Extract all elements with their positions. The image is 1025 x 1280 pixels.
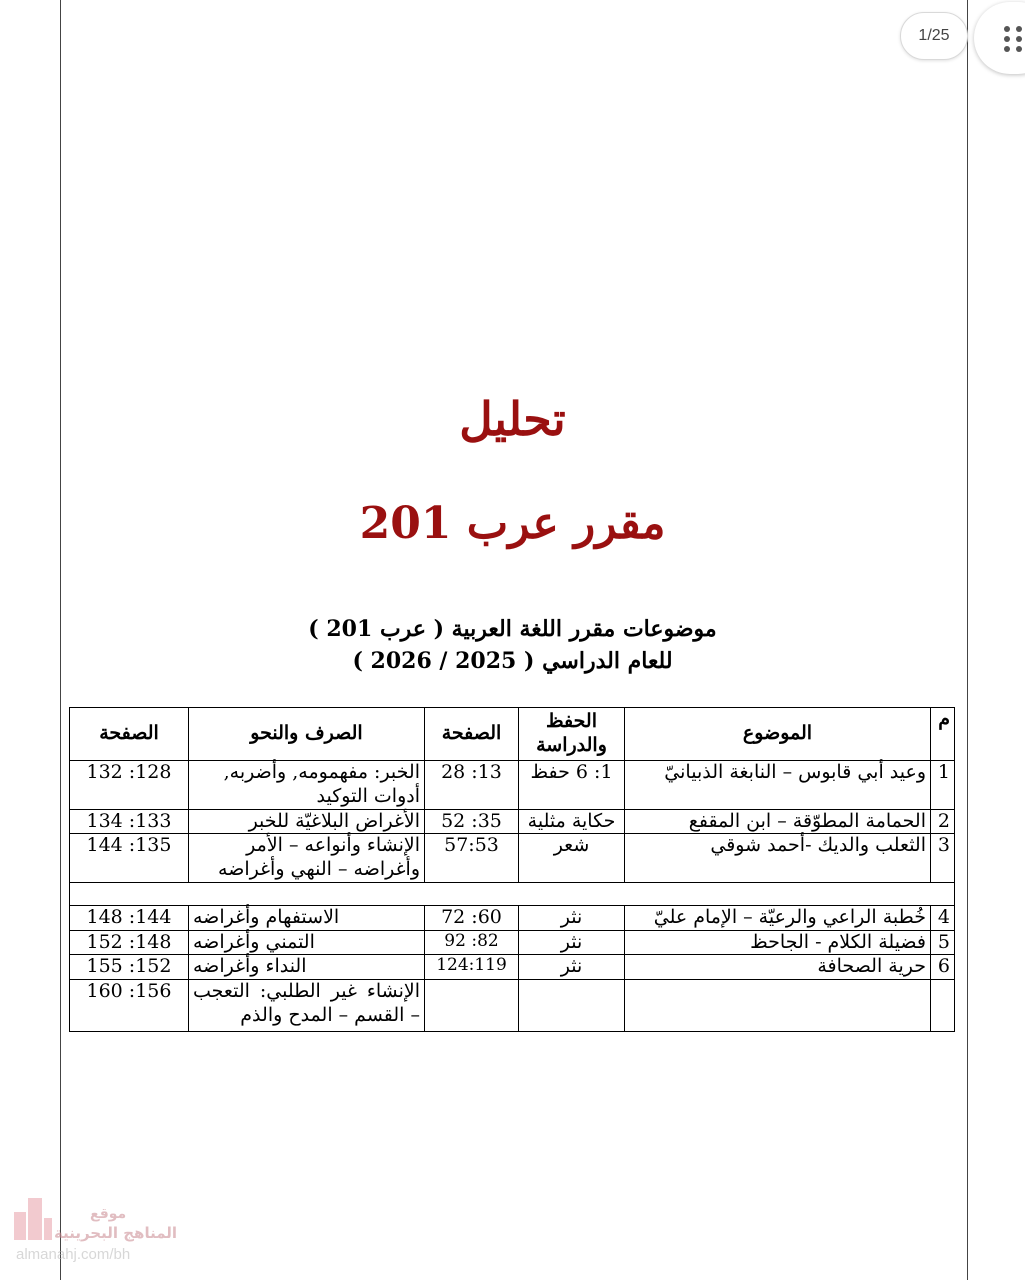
cell-grammar: التمني وأغراضه [189, 930, 425, 955]
table-row [70, 955, 955, 980]
subtitle-line1: موضوعات مقرر اللغة العربية ( عرب 201 ) [308, 616, 717, 642]
cell-topic: خُطبة الراعي والرعيّة – الإمام عليّ [625, 905, 931, 930]
topics-table [69, 707, 955, 1032]
cell-page2: 144: 148 [70, 905, 189, 930]
header-memorize: الحفظ والدراسة [519, 708, 625, 761]
cell-num: 4 [931, 905, 955, 930]
watermark-url: almanahj.com/bh [16, 1246, 131, 1263]
cell-grammar: الخبر: مفهمومه, وأضربه, أدوات التوكيد [189, 761, 425, 810]
cell-num: 1 [931, 761, 955, 810]
cell-topic [625, 980, 931, 1032]
grid-dots-icon [1004, 26, 1024, 52]
table-row [70, 980, 955, 1032]
course-title: مقرر عرب 201 [359, 498, 666, 549]
site-watermark [10, 1196, 210, 1276]
cell-page1: 82: 92 [425, 930, 519, 955]
cell-topic: الثعلب والديك -أحمد شوقي [625, 834, 931, 883]
cell-memorize: نثر [519, 905, 625, 930]
table-header-row [70, 708, 955, 761]
cell-memorize [519, 980, 625, 1032]
header-num: م [931, 708, 955, 761]
table-spacer-row [70, 882, 955, 905]
cell-num: 2 [931, 809, 955, 834]
header-page1: الصفحة [425, 708, 519, 761]
cell-page1: 124:119 [425, 955, 519, 980]
cell-memorize: نثر [519, 930, 625, 955]
table-row [70, 905, 955, 930]
cell-grammar: الأغراض البلاغيّة للخبر [189, 809, 425, 834]
cell-num: 5 [931, 930, 955, 955]
cell-page2: 133: 134 [70, 809, 189, 834]
cell-page2: 128: 132 [70, 761, 189, 810]
cell-page2: 135: 144 [70, 834, 189, 883]
cell-page1 [425, 980, 519, 1032]
cell-topic: حرية الصحافة [625, 955, 931, 980]
cell-grammar: الاستفهام وأغراضه [189, 905, 425, 930]
cell-page1: 35: 52 [425, 809, 519, 834]
cell-page2: 148: 152 [70, 930, 189, 955]
cell-num: 3 [931, 834, 955, 883]
cell-memorize: حكاية مثلية [519, 809, 625, 834]
page-indicator: 1/25 [900, 12, 968, 60]
cell-grammar: الإنشاء غير الطلبي: التعجب – القسم – المدح والذم [189, 980, 425, 1032]
document-title: تحليل [459, 392, 566, 446]
watermark-line1: موقع [90, 1206, 127, 1222]
menu-button[interactable] [974, 2, 1025, 74]
cell-num: 6 [931, 955, 955, 980]
cell-memorize: شعر [519, 834, 625, 883]
cell-page2: 152: 155 [70, 955, 189, 980]
header-grammar: الصرف والنحو [189, 708, 425, 761]
table-row [70, 834, 955, 883]
cell-page1: 57:53 [425, 834, 519, 883]
table-row [70, 761, 955, 810]
cell-page1: 60: 72 [425, 905, 519, 930]
table-row [70, 930, 955, 955]
cell-grammar: النداء وأغراضه [189, 955, 425, 980]
cell-topic: فضيلة الكلام - الجاحظ [625, 930, 931, 955]
cell-num [931, 980, 955, 1032]
cell-topic: الحمامة المطوّقة – ابن المقفع [625, 809, 931, 834]
header-topic: الموضوع [625, 708, 931, 761]
cell-page2: 156: 160 [70, 980, 189, 1032]
watermark-line2: المناهج البحرينية [54, 1224, 178, 1242]
cell-memorize: نثر [519, 955, 625, 980]
cell-topic: وعيد أبي قابوس – النابغة الذبيانيّ [625, 761, 931, 810]
cell-memorize: 1: 6 حفظ [519, 761, 625, 810]
cell-page1: 13: 28 [425, 761, 519, 810]
table-row [70, 809, 955, 834]
subtitle-line2: للعام الدراسي ( 2025 / 2026 ) [352, 648, 673, 674]
cell-grammar: الإنشاء وأنواعه – الأمر وأغراضه – النهي وأغراضه [189, 834, 425, 883]
header-page2: الصفحة [70, 708, 189, 761]
almanahj-logo-icon [14, 1198, 50, 1242]
